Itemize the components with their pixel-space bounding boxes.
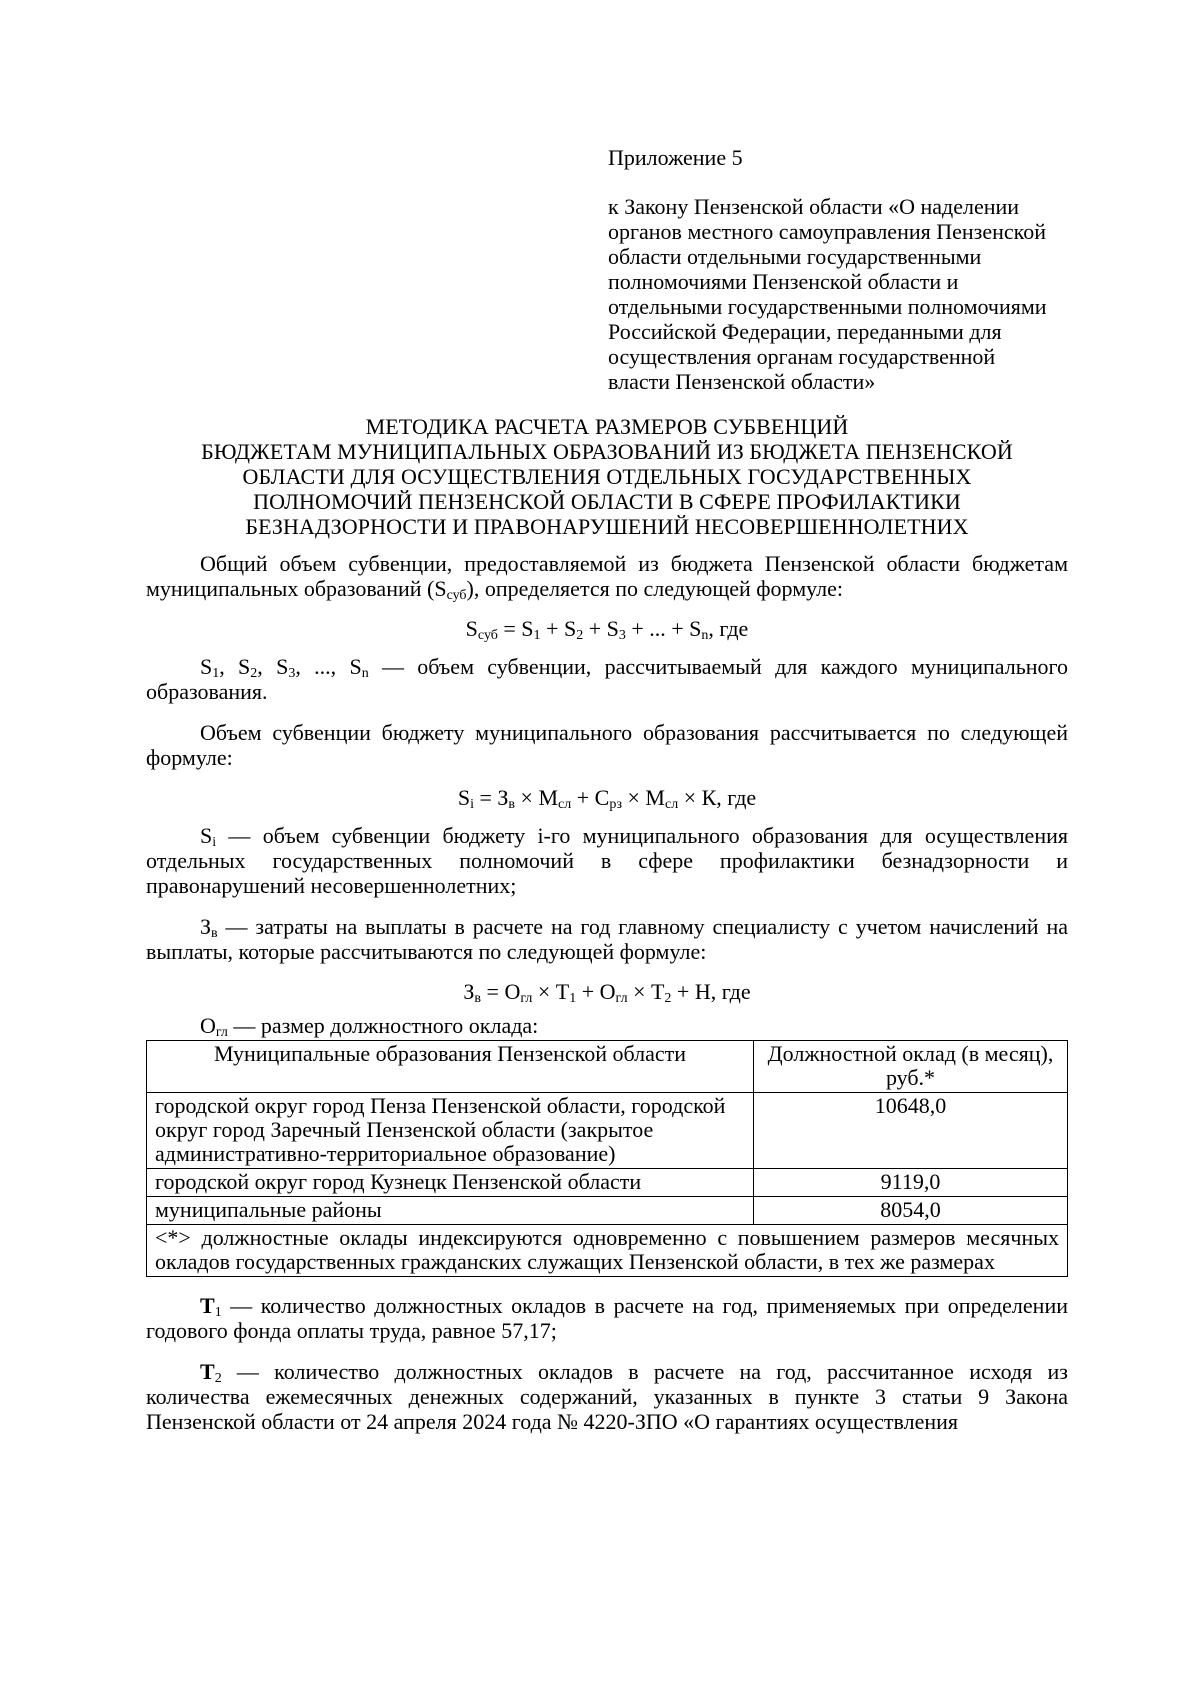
appendix-text: к Закону Пензенской области «О наделении органов местного самоуправления Пензенской области отдельными государственными полномочиями Пензенской области и отдельными государственными полномочиями Российской Федерации, переданными для осуществления органам государственной власти Пензенской области»	[608, 194, 1047, 394]
appendix-header	[608, 145, 1048, 394]
title-line: ПОЛНОМОЧИЙ ПЕНЗЕНСКОЙ ОБЛАСТИ В СФЕРЕ ПРОФИЛАКТИКИ	[253, 489, 961, 514]
appendix-number: Приложение 5	[608, 145, 743, 170]
table-footnote: <*> должностные оклады индексируются одновременно с повышением размеров месячных окладов государственных гражданских служащих Пензенской области, в тех же размерах	[147, 1225, 1068, 1277]
table-note-row	[147, 1225, 1068, 1277]
table-header-salary: Должностной оклад (в месяц), руб.*	[754, 1041, 1068, 1093]
table-cell-municipality: муниципальные районы	[147, 1197, 754, 1225]
table-cell-salary: 8054,0	[754, 1197, 1068, 1225]
title-line: БЮДЖЕТАМ МУНИЦИПАЛЬНЫХ ОБРАЗОВАНИЙ ИЗ БЮДЖЕТА ПЕНЗЕНСКОЙ	[201, 439, 1013, 464]
table-row	[147, 1169, 1068, 1197]
title-line: МЕТОДИКА РАСЧЕТА РАЗМЕРОВ СУБВЕНЦИЙ	[365, 414, 849, 439]
table-cell-municipality: городской округ город Кузнецк Пензенской области	[147, 1169, 754, 1197]
paragraph-ogl-definition: $О_{гл}$ — размер должностного оклада:	[200, 1013, 539, 1040]
paragraph-volume-method: Объем субвенции бюджету муниципального образования рассчитывается по следующей формуле:	[146, 720, 1068, 770]
paragraph-t1-definition: $Т_1$ — количество должностных окладов в расчете на год, применяемых при определении годового фонда оплаты труда, равное 57,17;	[146, 1293, 1068, 1343]
table-row	[147, 1093, 1068, 1169]
paragraph-total-volume: Общий объем субвенции, предоставляемой из бюджета Пензенской области бюджетам муниципальных образований $(S_{суб})$, определяется по следующей формуле:	[146, 551, 1068, 603]
formula-total: $S_{суб} = S_1 + S_2 + S_3$ + ... + $S_n$, где	[465, 616, 749, 643]
paragraph-s-definition: $S_1$, $S_2$, $S_3$, ..., $S_n$ — объем субвенции, рассчитываемый для каждого муниципального образования.	[146, 654, 1068, 704]
table-cell-municipality: городской округ город Пенза Пензенской области, городской округ город Заречный Пензенской области (закрытое административно-территориальное образование)	[147, 1093, 754, 1169]
salary-table	[146, 1040, 1068, 1277]
paragraph-si-definition: $S_i$ — объем субвенции бюджету i-го муниципального образования для осуществления отдельных государственных полномочий в сфере профилактики безнадзорности и правонарушений несовершеннолетних;	[146, 823, 1068, 898]
paragraph-t2-definition: $Т_2$ — количество должностных окладов в расчете на год, рассчитанное исходя из количества ежемесячных денежных содержаний, указанных в пункте 3 статьи 9 Закона Пензенской области от 24 апреля 2024 года № 4220-ЗПО «О гарантиях осуществления	[146, 1359, 1068, 1434]
table-row	[147, 1197, 1068, 1225]
title-line: ОБЛАСТИ ДЛЯ ОСУЩЕСТВЛЕНИЯ ОТДЕЛЬНЫХ ГОСУДАРСТВЕННЫХ	[242, 464, 972, 489]
document-title	[146, 414, 1068, 539]
table-header-municipality: Муниципальные образования Пензенской области	[147, 1041, 754, 1093]
table-cell-salary: 9119,0	[754, 1169, 1068, 1197]
table-header-row	[147, 1041, 1068, 1093]
table-cell-salary: 10648,0	[754, 1093, 1068, 1169]
title-line: БЕЗНАДЗОРНОСТИ И ПРАВОНАРУШЕНИЙ НЕСОВЕРШЕННОЛЕТНИХ	[245, 514, 969, 539]
formula-si: $S_i = З_в \times М_{сл} + С_{рз} \times М_{сл} \times К$, где	[457, 785, 757, 812]
formula-zv: $З_в = О_{гл} \times Т_1 + О_{гл} \times Т_2 + Н$, где	[463, 979, 751, 1006]
paragraph-zv-definition: $З_в$ — затраты на выплаты в расчете на год главному специалисту с учетом начислений на выплаты, которые рассчитываются по следующей формуле:	[146, 914, 1068, 964]
